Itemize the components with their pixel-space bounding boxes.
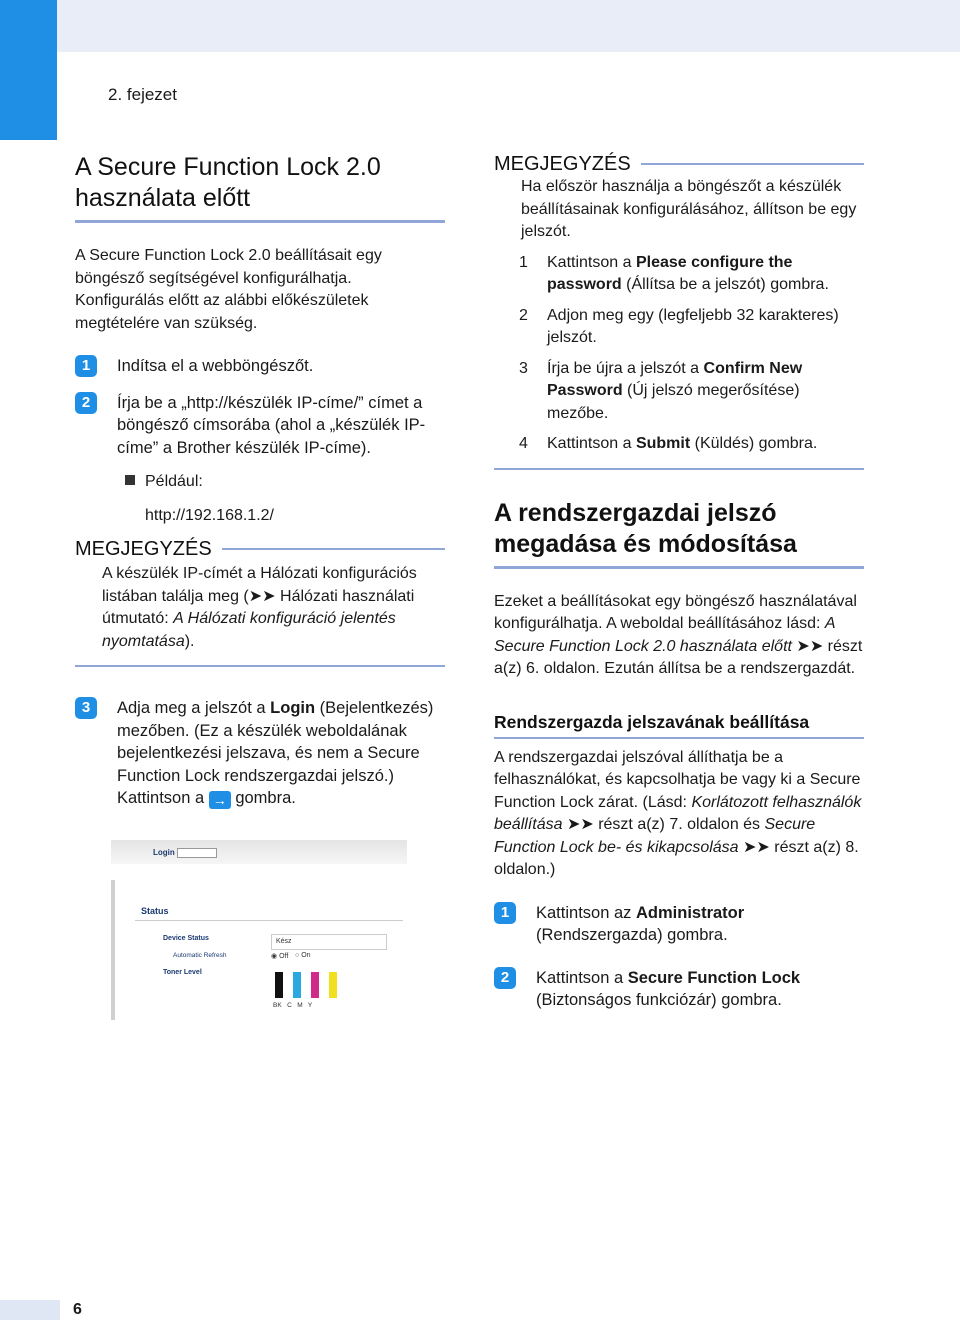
- note-heading: [75, 537, 445, 561]
- section-title-2: A rendszergazdai jelszó megadása és módosítása: [494, 498, 797, 558]
- list-item: 3 Írja be újra a jelszót a Confirm New Password (Új jelszó megerősítése) mezőbe.: [519, 359, 803, 422]
- ink-bar-y: [329, 972, 337, 998]
- section-title: A Secure Function Lock 2.0 használata előtt: [75, 153, 381, 212]
- paragraph-1: Ezeket a beállításokat egy böngésző használatával konfigurálhatja. A weboldal beállításához lásd: A Secure Function Lock 2.0 használata előtt ➤➤ részt a(z) 6. oldalon. Ezután állítsa be a rendszergazdát.: [494, 592, 863, 677]
- note-intro: Ha először használja a böngészőt a készülék beállításainak konfigurálásához, állítson be egy jelszót.: [521, 178, 857, 240]
- example-url: http://192.168.1.2/: [145, 507, 274, 524]
- double-arrow-icon: ➤➤: [248, 587, 276, 605]
- note-box-right: [494, 152, 864, 470]
- step-number: 3: [75, 697, 97, 719]
- note-title: MEGJEGYZÉS: [75, 538, 212, 560]
- status-tab: Status: [141, 906, 169, 916]
- on-radio: ○ On: [295, 952, 311, 959]
- step-text: Indítsa el a webböngészőt.: [117, 357, 314, 375]
- footer-bar: [0, 1300, 60, 1320]
- note-text: A készülék IP-címét a Hálózati konfigurációs listában találja meg (➤➤ Hálózati használati útmutató: A Hálózati konfiguráció jelentés nyomtatása).: [102, 565, 417, 650]
- right-column: [494, 152, 864, 1012]
- step-2: [75, 392, 445, 460]
- step-number: 1: [75, 355, 97, 377]
- chapter-label: 2. fejezet: [108, 85, 177, 104]
- step-2: 2 Kattintson a Secure Function Lock (Biztonságos funkciózár) gombra.: [494, 967, 864, 1012]
- page-number: 6: [73, 1301, 82, 1318]
- intro-paragraph: A Secure Function Lock 2.0 beállításait egy böngésző segítségével konfigurálhatja. Konfigurálás előtt az alábbi előkészületek megtételére van szükség.: [75, 247, 382, 332]
- step-number: 2: [494, 967, 516, 989]
- double-arrow-icon: ➤➤: [791, 637, 828, 655]
- left-column: [75, 152, 445, 810]
- step-3: 3 Adja meg a jelszót a Login (Bejelentkezés) mezőben. (Ez a készülék weboldalának bejelentkezési jelszava, és nem a Secure Function Lock rendszergazdai jelszó.) Kattintson a → gombra.: [75, 697, 445, 810]
- paragraph-2: A rendszergazdai jelszóval állíthatja be a felhasználókat, és kapcsolhatja be vagy ki a Secure Function Lock zárat. (Lásd: Korlátozott felhasználók beállítása ➤➤ részt a(z) 7. oldalon és Secure Function Lock be- és kikapcsolása ➤➤ részt a(z) 8. oldalon.): [494, 748, 862, 878]
- note-box-left: [75, 537, 445, 667]
- login-label: Login: [153, 848, 175, 857]
- note-list: [494, 252, 864, 456]
- go-arrow-icon: →: [209, 791, 231, 809]
- list-item: 1 Kattintson a Please configure the password (Állítsa be a jelszót) gombra.: [519, 253, 829, 293]
- step-number: 1: [494, 902, 516, 924]
- auto-refresh-label: Automatic Refresh: [173, 952, 227, 959]
- double-arrow-icon: ➤➤: [562, 816, 599, 833]
- step-number: 2: [75, 392, 97, 414]
- note-title: MEGJEGYZÉS: [494, 153, 631, 175]
- off-radio: ◉ Off: [271, 953, 289, 960]
- ink-bar-m: [311, 972, 319, 998]
- ink-labels: BK C M Y: [273, 1002, 313, 1009]
- example-block: [75, 471, 445, 527]
- subsection-title: Rendszergazda jelszavának beállítása: [494, 711, 810, 732]
- login-screenshot: [111, 840, 407, 1022]
- subtitle-rule: [494, 737, 864, 739]
- example-label: Például:: [145, 473, 203, 490]
- note-end-rule: [75, 665, 445, 667]
- title-rule: [494, 566, 864, 569]
- chapter-tab: [0, 0, 57, 140]
- step-1: [75, 355, 445, 378]
- device-status-label: Device Status: [163, 935, 209, 942]
- title-rule: [75, 220, 445, 223]
- list-item: 2 Adjon meg egy (legfeljebb 32 karakteres) jelszót.: [519, 306, 839, 346]
- login-field: [177, 848, 217, 858]
- step-1: 1 Kattintson az Administrator (Rendszergazda) gombra.: [494, 902, 864, 947]
- toner-level-label: Toner Level: [163, 969, 202, 976]
- note-heading: [494, 152, 864, 176]
- double-arrow-icon: ➤➤: [738, 838, 775, 856]
- bullet-square-icon: [125, 475, 135, 485]
- note-end-rule: [494, 468, 864, 470]
- header-band: [0, 0, 960, 52]
- ready-box: Kész: [271, 934, 387, 950]
- step-text: Írja be a „http://készülék IP-címe/” címet a böngésző címsorába (ahol a „készülék IP-címe” a Brother készülék IP-címe).: [117, 393, 426, 457]
- ink-bar-c: [293, 972, 301, 998]
- list-item: 4 Kattintson a Submit (Küldés) gombra.: [519, 435, 818, 452]
- ink-bar-bk: [275, 972, 283, 998]
